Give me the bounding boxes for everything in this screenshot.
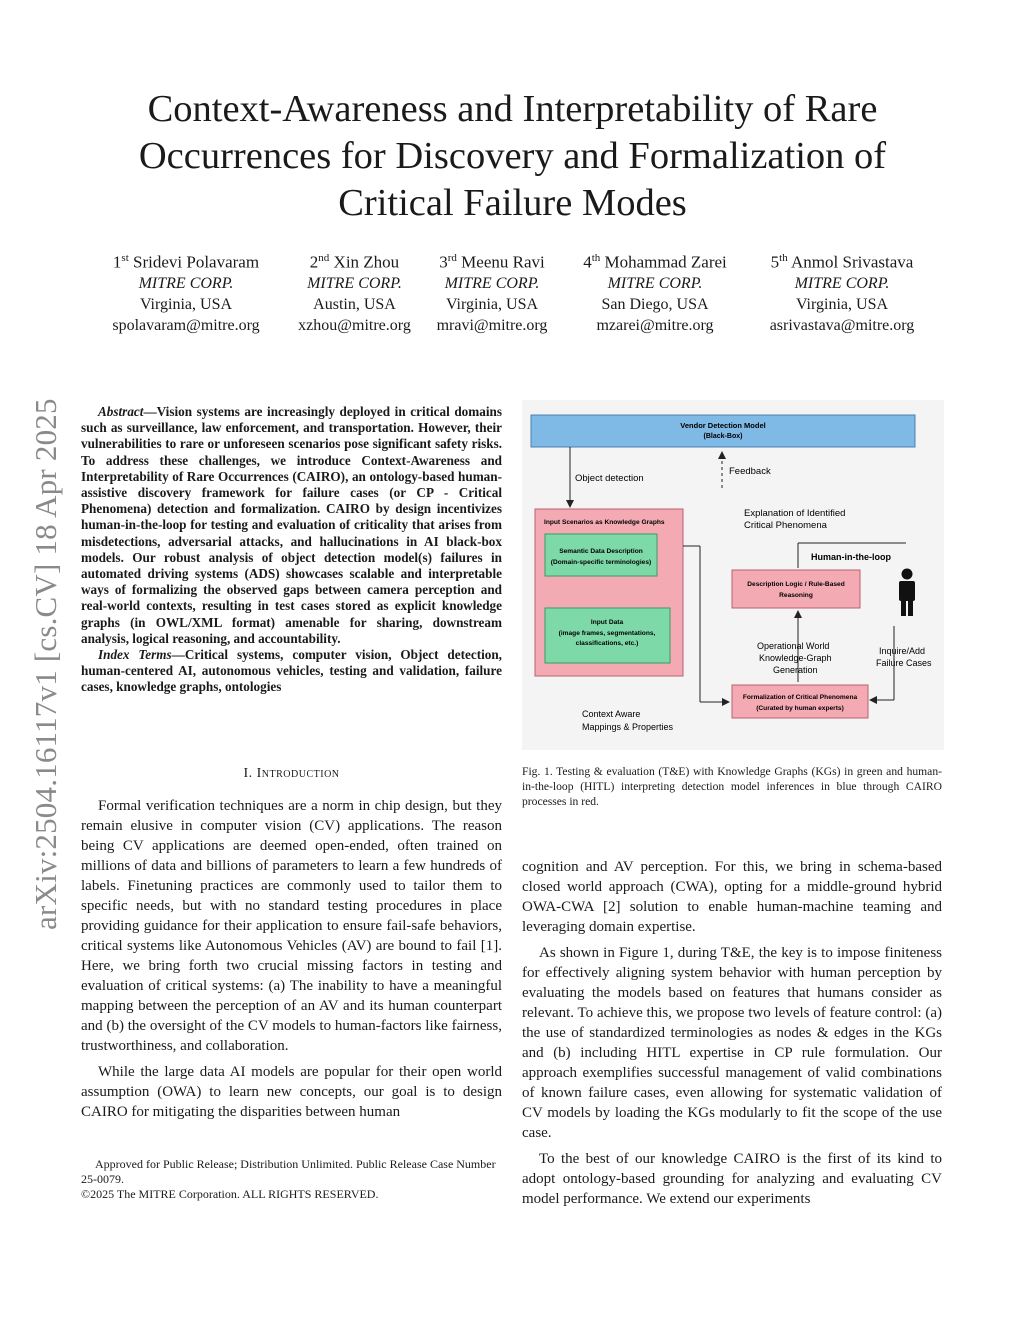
author-email[interactable]: asrivastava@mitre.org [769,316,915,334]
vendor-model-box [531,415,915,447]
semantic-data-box [545,534,657,576]
svg-text:Input Scenarios as Knowledge G: Input Scenarios as Knowledge Graphs [544,519,665,526]
vendor-label: Vendor Detection Model [680,421,766,430]
figure-1 [522,400,944,750]
paragraph: Formal verification techniques are a norm in chip design, but they remain elusive in computer vision (CV) applications. The reason being CV applications are deemed open-ended, often trained on millions of data and billions of parameters to learn a few hundreds of labels. Finetuning practices are commonly used to tailor them to specific needs, but with no standard testing procedures in place providing guidance for their application to ensure fail-safe behaviors, critical systems like Autonomous Vehicles (AV) are bound to fail [1]. Here, we bring forth two crucial missing factors in testing and evaluation of critical systems: (a) The inability to have a meaningful mapping between the perception of an AV and its human counterpart and (b) the oversight of the CV models to human-factors like fairness, trustworthiness, and collaboration. [81,798,502,1054]
intro-column-right [522,857,942,1215]
paragraph: To the best of our knowledge CAIRO is the first of its kind to adopt ontology-based grounding for analyzing and evaluating CV model performance. We extend our experiments [522,1151,942,1207]
svg-text:Reasoning: Reasoning [779,592,813,599]
label-object-detection: Object detection [575,473,644,484]
svg-text:Critical Phenomena: Critical Phenomena [744,520,827,531]
section-heading: I. Introduction [243,766,340,781]
author-4: 4th Mohammad Zarei MITRE CORP. San Diego, USA mzarei@mitre.org [565,248,745,336]
author-1: 1st Sridevi Polavaram MITRE CORP. Virginia, USA spolavaram@mitre.org [95,248,277,336]
description-logic-box [732,570,860,608]
formalization-box [732,685,868,718]
svg-text:(image frames, segmentations,: (image frames, segmentations, [558,630,656,637]
author-email[interactable]: spolavaram@mitre.org [112,316,260,334]
label-feedback: Feedback [729,466,771,477]
svg-text:(Curated by human experts): (Curated by human experts) [756,705,844,712]
author-5: 5th Anmol Srivastava MITRE CORP. Virginia, USA asrivastava@mitre.org [752,248,932,336]
arxiv-watermark: arXiv:2504.16117v1 [cs.CV] 18 Apr 2025 [28,398,63,930]
label-explanation: Explanation of Identified [744,508,846,519]
svg-text:Generation: Generation [773,665,818,675]
svg-text:Input Data: Input Data [590,619,624,626]
svg-text:Formalization of Critical Phen: Formalization of Critical Phenomena [742,694,858,701]
paragraph: cognition and AV perception. For this, we bring in schema-based closed world approach (CWA), opting for a middle-ground hybrid OWA-CWA [2] solution to enable human-machine teaming and leveraging domain expertise. [522,859,942,935]
author-email[interactable]: mzarei@mitre.org [596,316,714,334]
author-email[interactable]: xzhou@mitre.org [298,316,411,334]
author-2: 2nd Xin Zhou MITRE CORP. Austin, USA xzhou@mitre.org [288,248,421,336]
svg-text:Description Logic / Rule-Based: Description Logic / Rule-Based [747,581,845,588]
paragraph: While the large data AI models are popular for their open world assumption (OWA) to learn new concepts, our goal is to design CAIRO for mitigating the disparities between human [81,1064,502,1120]
svg-text:classifications, etc.): classifications, etc.) [575,640,639,647]
intro-column-left [81,796,502,1128]
label-inquire: Inquire/Add [879,646,926,656]
svg-text:Failure Cases: Failure Cases [876,658,932,668]
index-terms: Index Terms—Critical systems, computer vision, Object detection, human-centered AI, autonomous vehicles, testing and validation, failure cases, knowledge graphs, ontologies [81,647,502,695]
svg-text:Knowledge-Graph: Knowledge-Graph [759,653,832,663]
svg-text:Mappings & Properties: Mappings & Properties [582,722,674,732]
svg-text:(Black-Box): (Black-Box) [703,433,743,440]
paper-title: Context-Awareness and Interpretability of Rare Occurrences for Discovery and Formalization of Critical Failure Modes [138,88,887,224]
svg-text:Operational World: Operational World [757,641,830,651]
label-hitl: Human-in-the-loop [811,552,891,562]
svg-text:(Domain-specific terminologies: (Domain-specific terminologies) [550,559,652,566]
paragraph: As shown in Figure 1, during T&E, the key is to impose finiteness for effectively aligning system behavior with human perception by evaluating the models based on features that humans consider as relevant. To achieve this, we propose two levels of feature control: (a) the use of standardized terminologies as nodes & edges in the KGs and (b) including HITL expertise in CP rule formulation. Our approach exemplifies successful management of valid combinations of known failure cases, even allowing for systematic validation of CV models by loading the KGs modularly to fit the scope of the use case. [522,945,942,1141]
label-context-aware: Context Aware [582,709,641,719]
author-3: 3rd Meenu Ravi MITRE CORP. Virginia, USA mravi@mitre.org [428,248,556,336]
svg-text:Semantic Data Description: Semantic Data Description [559,548,643,555]
figure-caption: Fig. 1. Testing & evaluation (T&E) with Knowledge Graphs (KGs) in green and human-in-the-loop (HITL) interpreting detection model inferences in blue through CAIRO processes in red. [522,765,942,808]
author-email[interactable]: mravi@mitre.org [436,316,548,334]
footnote: Approved for Public Release; Distribution Unlimited. Public Release Case Number 25-0079. ©2025 The MITRE Corporation. ALL RIGHTS RESERVED. [81,1157,496,1201]
abstract: Abstract—Vision systems are increasingly deployed in critical domains such as surveillance, law enforcement, and transportation. However, their vulnerabilities to rare or unforeseen scenarios pose significant safety risks. To address these challenges, we introduce Context-Awareness and Interpretability of Rare Occurrences (CAIRO), an ontology-based human-assistive discovery framework for failure cases (or CP - Critical Phenomena) detection and formalization. CAIRO by design incentivizes human-in-the-loop for testing and evaluation of criticality that arises from misdetections, adversarial attacks, and hallucinations in AI black-box models. Our robust analysis of object detection model(s) failures in automated driving systems (ADS) showcases scalable and interpretable ways of formalizing the observed gaps between camera perception and real-world contexts, resulting in test cases stored as explicit knowledge graphs (in OWL/XML format) amenable for sharing, downstream analysis, logical reasoning, and accountability. Index Terms—Critical systems, computer vision, Object detection, human-centered AI, autonomous vehicles, testing and validation, failure cases, knowledge graphs, ontologies [81,404,502,695]
